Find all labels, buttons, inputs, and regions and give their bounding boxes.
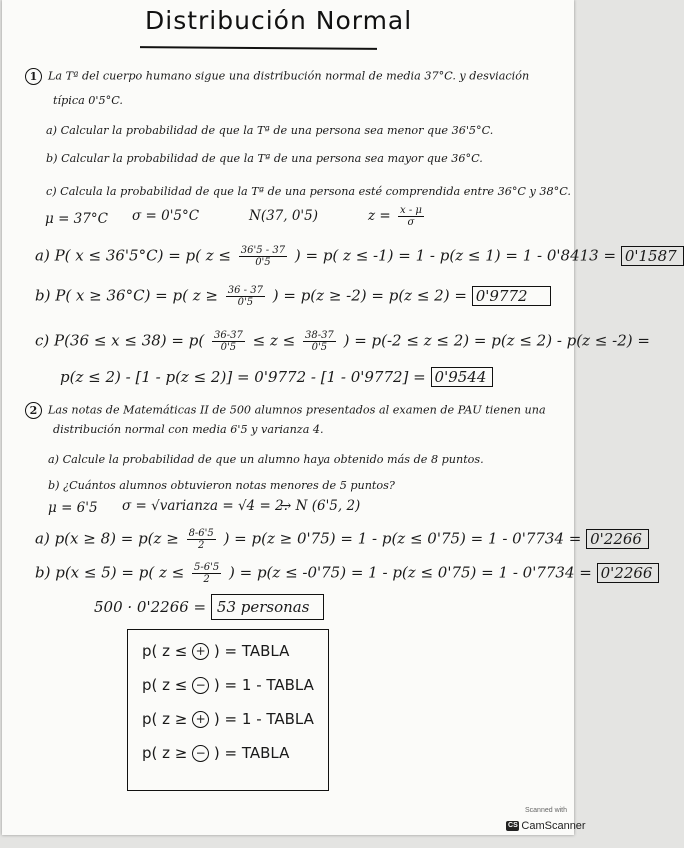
minus-circle-icon: − bbox=[192, 677, 209, 694]
camscanner-watermark bbox=[506, 807, 586, 837]
problem2-statement-text: Las notas de Matemáticas II de 500 alumnos presentados al examen de PAU tienen una bbox=[48, 403, 546, 417]
notes-page bbox=[2, 0, 677, 835]
solution-c-line2-text: p(z ≤ 2) - [1 - p(z ≤ 2)] = 0'9772 - [1 - 0'9772] = bbox=[60, 368, 426, 386]
problem1-sigma: σ = 0'5°C bbox=[132, 208, 200, 224]
p2-solution-a-fraction bbox=[187, 528, 216, 551]
solution-c-frac1-den: 0'5 bbox=[220, 342, 237, 353]
p2-solution-a-frac-num: 8-6'5 bbox=[188, 528, 214, 539]
solution-c-left: c) P(36 ≤ x ≤ 38) = p( bbox=[35, 331, 205, 350]
rules-row-2-right: ) = 1 - TABLA bbox=[213, 676, 314, 694]
scanned-with-label: Scanned with bbox=[524, 807, 568, 814]
rules-row-2 bbox=[142, 676, 314, 694]
p2-solution-b-fraction bbox=[192, 562, 221, 585]
problem2-solution-a bbox=[35, 528, 649, 551]
solution-b-frac-den: 0'5 bbox=[237, 297, 254, 308]
title-underline bbox=[140, 46, 377, 50]
p2-solution-b-right: ) = p(z ≤ -0'75) = 1 - p(z ≤ 0'75) = 1 - 0'7734 = bbox=[228, 563, 592, 582]
rules-row-2-left: p( z ≤ bbox=[142, 676, 188, 694]
problem1-solution-a bbox=[35, 245, 684, 268]
rules-row-3 bbox=[142, 710, 314, 728]
solution-a-frac-num: 36'5 - 37 bbox=[240, 245, 286, 256]
p2-solution-b-frac-num: 5-6'5 bbox=[193, 562, 220, 573]
problem2-number: 2 bbox=[25, 402, 42, 419]
p2-solution-b-answer: 0'2266 bbox=[597, 563, 660, 583]
problem1-solution-b bbox=[35, 285, 551, 308]
z-formula bbox=[368, 205, 427, 228]
rules-row-4 bbox=[142, 744, 289, 762]
solution-a-left: a) P( x ≤ 36'5°C) = p( z ≤ bbox=[35, 246, 231, 265]
solution-c-fraction1 bbox=[212, 330, 245, 353]
problem2-statement-line1 bbox=[25, 402, 546, 419]
problem2-mu: μ = 6'5 bbox=[48, 500, 98, 516]
rules-row-4-right: ) = TABLA bbox=[213, 744, 290, 762]
camscanner-brand-label: CamScanner bbox=[521, 820, 586, 832]
solution-c-mid: ≤ z ≤ bbox=[252, 331, 296, 350]
problem2-sigma: σ = √varianza = √4 = 2. bbox=[122, 498, 288, 514]
rules-row-1 bbox=[142, 642, 289, 660]
solution-b-fraction bbox=[226, 285, 265, 308]
p2-solution-a-answer: 0'2266 bbox=[586, 529, 649, 549]
z-formula-left: z = bbox=[368, 208, 391, 224]
solution-a-right: ) = p( z ≤ -1) = 1 - p(z ≤ 1) = 1 - 0'8413 = bbox=[294, 246, 617, 265]
problem1-statement-line1 bbox=[25, 68, 529, 85]
problem1-statement-line2: típica 0'5°C. bbox=[53, 94, 123, 107]
problem1-solution-c bbox=[35, 330, 650, 353]
solution-c-fraction2 bbox=[303, 330, 336, 353]
rules-row-4-left: p( z ≥ bbox=[142, 744, 188, 762]
solution-b-left: b) P( x ≥ 36°C) = p( z ≥ bbox=[35, 286, 218, 305]
problem1-question-c: c) Calcula la probabilidad de que la Tª de una persona esté comprendida entre 36°C y 38°C. bbox=[46, 185, 571, 198]
problem1-statement-text: La Tª del cuerpo humano sigue una distribución normal de media 37°C. y desviación bbox=[48, 69, 530, 83]
page-title: Distribución Normal bbox=[145, 6, 413, 35]
z-formula-fraction bbox=[398, 205, 424, 228]
problem2-distribution: → N (6'5, 2) bbox=[280, 498, 361, 514]
solution-b-answer: 0'9772 bbox=[472, 286, 551, 306]
p2-solution-a-frac-den: 2 bbox=[197, 540, 205, 551]
solution-b-frac-num: 36 - 37 bbox=[227, 285, 263, 296]
solution-c-answer: 0'9544 bbox=[431, 367, 494, 387]
problem1-question-a: a) Calcular la probabilidad de que la Tª de una persona sea menor que 36'5°C. bbox=[46, 124, 494, 137]
solution-a-fraction bbox=[239, 245, 287, 268]
camscanner-brand bbox=[506, 820, 585, 832]
p2-solution-b-left: b) p(x ≤ 5) = p( z ≤ bbox=[35, 563, 185, 582]
solution-c-frac1-num: 36-37 bbox=[214, 330, 243, 341]
problem2-count bbox=[94, 598, 324, 616]
solution-b-right: ) = p(z ≥ -2) = p(z ≤ 2) = bbox=[272, 286, 467, 305]
minus-circle-icon: − bbox=[192, 745, 209, 762]
problem1-question-b: b) Calcular la probabilidad de que la Tª de una persona sea mayor que 36°C. bbox=[46, 152, 483, 165]
rules-row-3-left: p( z ≥ bbox=[142, 710, 188, 728]
problem2-solution-b bbox=[35, 562, 659, 585]
rules-table bbox=[127, 629, 329, 791]
problem1-solution-c-line2 bbox=[60, 368, 493, 386]
rules-row-3-right: ) = 1 - TABLA bbox=[213, 710, 314, 728]
p2-solution-b-frac-den: 2 bbox=[203, 574, 210, 585]
problem2-count-answer: 53 personas bbox=[211, 594, 325, 620]
camscanner-logo-icon: CS bbox=[508, 822, 518, 829]
p2-solution-a-right: ) = p(z ≥ 0'75) = 1 - p(z ≤ 0'75) = 1 - 0'7734 = bbox=[223, 529, 582, 548]
problem1-distribution: N(37, 0'5) bbox=[249, 208, 318, 224]
problem1-number: 1 bbox=[25, 68, 42, 85]
solution-a-answer: 0'1587 bbox=[621, 246, 684, 266]
z-formula-denominator: σ bbox=[407, 217, 415, 228]
solution-c-frac2-den: 0'5 bbox=[311, 342, 328, 353]
plus-circle-icon: + bbox=[192, 643, 209, 660]
p2-solution-a-left: a) p(x ≥ 8) = p(z ≥ bbox=[35, 529, 179, 548]
solution-c-right: ) = p(-2 ≤ z ≤ 2) = p(z ≤ 2) - p(z ≤ -2) = bbox=[343, 331, 650, 350]
problem2-statement-line2: distribución normal con media 6'5 y varianza 4. bbox=[53, 423, 324, 436]
solution-a-frac-den: 0'5 bbox=[255, 257, 271, 268]
problem1-mu: μ = 37°C bbox=[45, 211, 108, 227]
rules-row-1-left: p( z ≤ bbox=[142, 642, 188, 660]
problem2-question-a: a) Calcule la probabilidad de que un alumno haya obtenido más de 8 puntos. bbox=[48, 453, 484, 466]
z-formula-numerator: x - μ bbox=[400, 205, 422, 216]
solution-c-frac2-num: 38-37 bbox=[304, 330, 334, 341]
problem2-question-b: b) ¿Cuántos alumnos obtuvieron notas menores de 5 puntos? bbox=[48, 479, 395, 492]
rules-row-1-right: ) = TABLA bbox=[213, 642, 290, 660]
problem2-count-left: 500 · 0'2266 = bbox=[94, 598, 207, 616]
plus-circle-icon: + bbox=[192, 711, 209, 728]
